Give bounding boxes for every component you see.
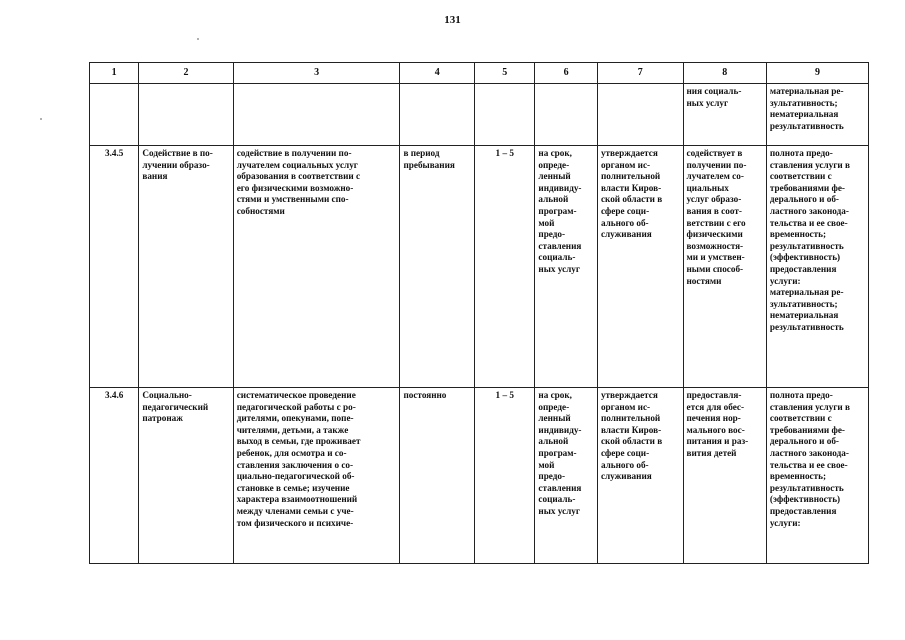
service-conditions: содействует в получении по- лучателем со- циальных услуг образо- вания в соот- ветствии с его физическими возможностя- ми и умствен- ными способ- ностями [683,146,766,388]
table-row [90,146,869,388]
service-term: на срок, опреде- ленный индивиду- альной програм- мой предо- ставления социаль- ных услуг [535,388,598,564]
scan-speck [197,38,199,40]
table-cell [475,84,535,146]
scan-speck [40,118,42,120]
table-cell [597,84,683,146]
service-number: 3.4.5 [90,146,139,388]
column-number-row [90,63,869,84]
column-number: 5 [475,63,535,84]
page-number: 131 [444,14,461,26]
table-cell [90,84,139,146]
column-number: 3 [233,63,400,84]
service-period: постоянно [400,388,475,564]
column-number: 6 [535,63,598,84]
column-number: 1 [90,63,139,84]
continuation-row [90,84,869,146]
table-cell [139,84,233,146]
service-number: 3.4.6 [90,388,139,564]
column-number: 4 [400,63,475,84]
column-number: 9 [766,63,868,84]
service-name: Социально- педагогический патронаж [139,388,233,564]
column-number: 8 [683,63,766,84]
table-cell [535,84,598,146]
service-period: в период пребывания [400,146,475,388]
service-standard: утверждается органом ис- полнительной власти Киров- ской области в сфере соци- ального об- служивания [597,146,683,388]
table-cell [400,84,475,146]
service-name: Содействие в по- лучении образо- вания [139,146,233,388]
column-number: 7 [597,63,683,84]
service-description: систематическое проведение педагогической работы с ро- дителями, опекунами, попе- чителями, детьми, а также выход в семьи, где проживает ребенок, для осмотра и со- ставления заключения о со- циально-педагогической об- становке в семье; изучение характера взаимоотношений между членами семьи с уче- том физического и психиче- [233,388,400,564]
service-indicators: полнота предо- ставления услуги в соответствии с требованиями фе- дерального и об- ластного законода- тельства и ее свое- временность; результативность (эффективность) предоставления услуги: [766,388,868,564]
service-term: на срок, опреде- ленный индивиду- альной програм- мой предо- ставления социаль- ных услуг [535,146,598,388]
service-description: содействие в получении по- лучателем социальных услуг образования в соответствии с его физическими возможно- стями и умственными спо- собностями [233,146,400,388]
services-table [89,62,869,564]
service-frequency: 1 – 5 [475,146,535,388]
table-cell: ния социаль- ных услуг [683,84,766,146]
table-cell: материальная ре- зультативность; нематериальная результативность [766,84,868,146]
table-cell [233,84,400,146]
service-standard: утверждается органом ис- полнительной власти Киров- ской области в сфере соци- ального об- служивания [597,388,683,564]
column-number: 2 [139,63,233,84]
service-conditions: предоставля- ется для обес- печения нор- мального вос- питания и раз- вития детей [683,388,766,564]
service-frequency: 1 – 5 [475,388,535,564]
service-indicators: полнота предо- ставления услуги в соответствии с требованиями фе- дерального и об- ластного законода- тельства и ее свое- временность; результативность (эффективность) предоставления услуги: материальная ре- зультативность; нематериальная результативность [766,146,868,388]
table-row [90,388,869,564]
